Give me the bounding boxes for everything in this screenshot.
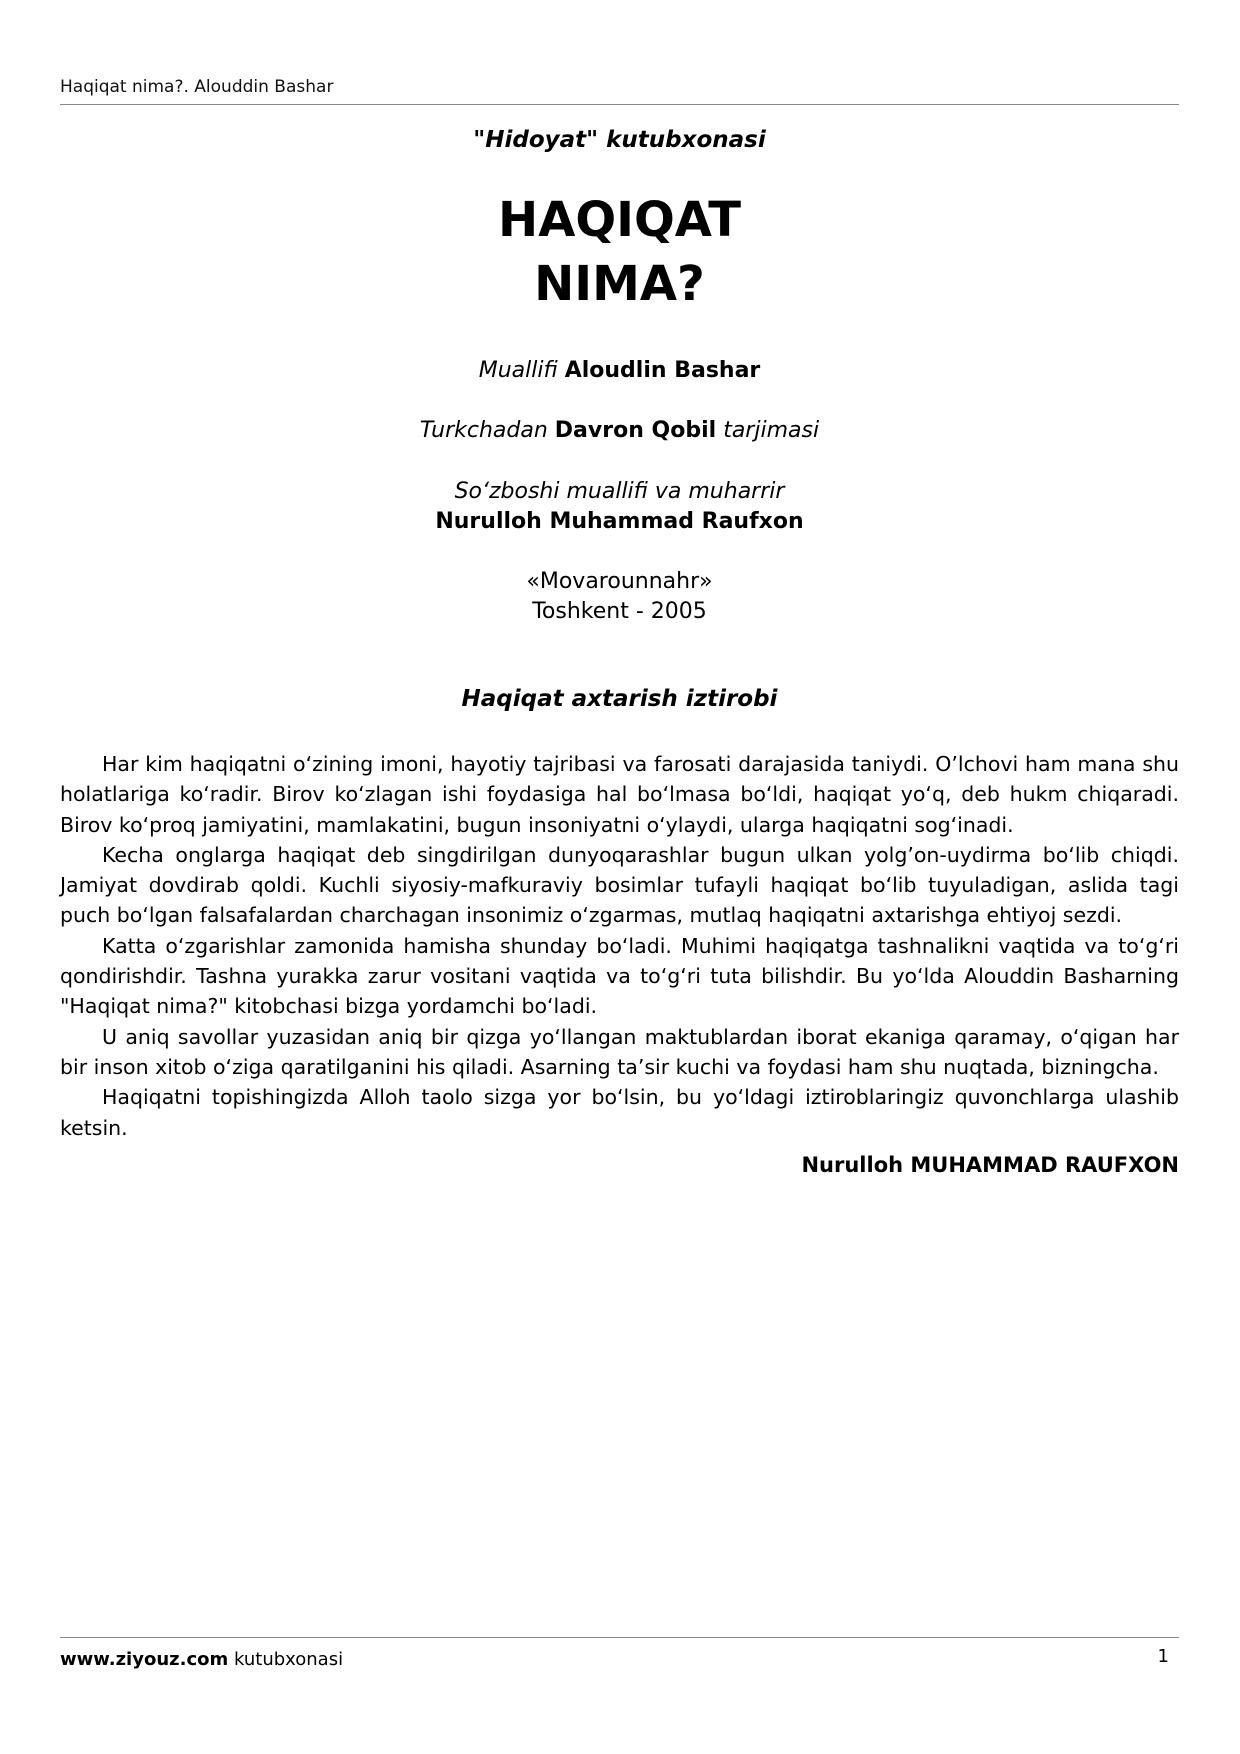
library-name: "Hidoyat" kutubxonasi (473, 127, 766, 153)
translator-name: Davron Qobil (554, 418, 717, 443)
author-credit (60, 356, 1179, 386)
preface-paragraph: U aniq savollar yuzasidan aniq bir qizga yo‘llangan maktublardan iborat ekaniga qaramay, o‘qigan har bir inson xitob o‘ziga qaratilganini his qiladi. Asarning ta’sir kuchi va foydasi ham shu nuqtada, bizningcha. (60, 1024, 1179, 1079)
translation-prefix: Turkchadan (419, 418, 548, 443)
author-name: Aloudlin Bashar (564, 358, 761, 383)
preface-signature: Nurulloh MUHAMMAD RAUFXON (801, 1152, 1179, 1177)
title-page (60, 120, 1179, 715)
translation-suffix: tarjimasi (723, 418, 820, 443)
preface-paragraph: Haqiqatni topishingizda Alloh taolo sizga yor bo‘lsin, bu yo‘ldagi iztiroblaringiz quvonchlarga ulashib ketsin. (60, 1085, 1179, 1140)
preface-heading: Haqiqat axtarish iztirobi (461, 686, 778, 712)
footer-site-link[interactable]: www.ziyouz.com (60, 1649, 229, 1670)
footer-credit (60, 1648, 343, 1672)
page-footer (60, 1637, 1179, 1678)
preface-author: Nurulloh Muhammad Raufxon (435, 509, 804, 534)
book-title-line-2: NIMA? (534, 256, 705, 312)
author-prefix: Muallifi (478, 358, 558, 383)
preface-paragraph: Kecha onglarga haqiqat deb singdirilgan dunyoqarashlar bugun ulkan yolg’on-uydirma bo‘lib chiqdi. Jamiyat dovdirab qoldi. Kuchli siyosiy-mafkuraviy bosimlar tufayli haqiqat bo‘lib tuyuladigan, aslida tagi puch bo‘lgan falsafalardan charchagan insonimiz o‘zgarmas, mutlaq haqiqatni axtarishga ehtiyoj sezdi. (60, 842, 1179, 928)
book-title (60, 188, 1179, 316)
translator-credit (60, 416, 1179, 446)
preface-body (60, 749, 1179, 1143)
page-content (60, 120, 1179, 1180)
page-header (60, 76, 1179, 105)
city-year: Toshkent - 2005 (532, 599, 707, 624)
publisher-name: «Movarounnahr» (526, 569, 713, 594)
preface-credit (60, 477, 1179, 537)
preface-role: So‘zboshi muallifi va muharrir (454, 479, 785, 504)
running-title: Haqiqat nima?. Alouddin Bashar (60, 77, 334, 97)
publisher-info (60, 567, 1179, 627)
preface-paragraph: Har kim haqiqatni o‘zining imoni, hayotiy tajribasi va farosati darajasida taniydi. O’lchovi ham mana shu holatlariga ko‘radir. Birov ko‘zlagan ishi foydasiga hal bo‘lmasa bo‘ldi, haqiqat yo‘q, deb hukm chiqaradi. Birov ko‘proq jamiyatini, mamlakatini, bugun insoniyatni o‘ylaydi, ularga haqiqatni sog‘inadi. (60, 752, 1179, 837)
book-title-line-1: HAQIQAT (498, 192, 741, 248)
preface-paragraph: Katta o‘zgarishlar zamonida hamisha shunday bo‘ladi. Muhimi haqiqatga tashnalikni vaqtida va to‘g‘ri qondirishdir. Tashna yurakka zarur vositani vaqtida va to‘g‘ri tuta bilishdir. Bu yo‘lda Alouddin Basharning "Haqiqat nima?" kitobchasi bizga yordamchi bo‘ladi. (60, 933, 1179, 1019)
page-number: 1 (1157, 1646, 1169, 1667)
footer-site-suffix: kutubxonasi (233, 1649, 344, 1670)
